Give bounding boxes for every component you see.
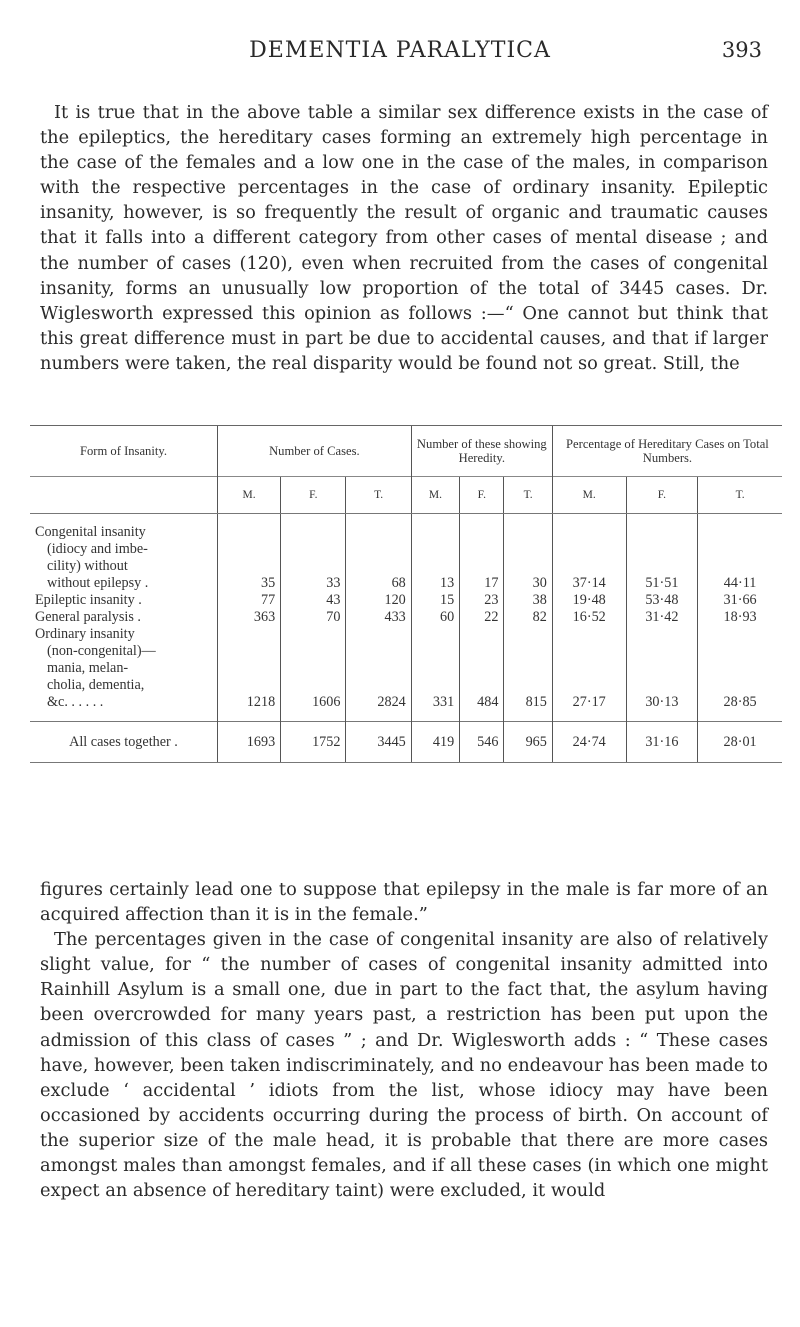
row-label — [30, 626, 217, 711]
table-row — [30, 626, 782, 711]
table-row — [30, 592, 782, 609]
table-cell: 27·17 — [552, 626, 626, 711]
page-number: 393 — [721, 38, 762, 62]
table-cell: 1218 — [217, 626, 280, 711]
table-cell: 24·74 — [552, 722, 626, 763]
table-cell — [411, 514, 459, 525]
row-label-line: mania, melan- — [47, 660, 129, 676]
table-cell — [626, 514, 698, 525]
subheader-t: T. — [346, 477, 411, 514]
table-cell: 35 — [217, 524, 280, 592]
table-cell — [411, 711, 459, 722]
table-cell: 68 — [346, 524, 411, 592]
total-label: All cases together . — [30, 722, 217, 763]
paragraph-1: It is true that in the above table a similar sex difference exists in the case of the epileptics, the hereditary cases forming an extremely high percentage in the case of the females and a low one in the case of the males, in comparison with the respective percentages in the case of ordinary insanity. Epileptic insanity, however, is so frequently the result of organic and traumatic causes that it falls into a different category from other cases of mental disease ; and the number of cases (120), even when recruited from the cases of congenital insanity, forms an unusually low proportion of the total of 3445 cases. Dr. Wiglesworth expressed this opinion as follows :—“ One cannot but think that this great difference must in part be due to accidental causes, and that if larger numbers were taken, the real disparity would be found not so great. Still, the — [40, 102, 768, 374]
table-cell — [281, 711, 346, 722]
table-cell: 37·14 — [552, 524, 626, 592]
table-cell: 70 — [281, 609, 346, 626]
table-cell — [460, 711, 504, 722]
table-cell: 17 — [460, 524, 504, 592]
table-cell: 433 — [346, 609, 411, 626]
table-cell — [698, 711, 782, 722]
heredity-table — [30, 425, 782, 763]
row-label-line: Ordinary insanity — [35, 626, 135, 642]
table-cell: 53·48 — [626, 592, 698, 609]
subheader-m: M. — [411, 477, 459, 514]
header-number-of-cases: Number of Cases. — [217, 426, 411, 477]
row-label: Epileptic insanity . — [35, 592, 142, 608]
page-header — [0, 38, 800, 78]
table-cell: 31·16 — [626, 722, 698, 763]
running-title: DEMENTIA PARALYTICA — [249, 38, 551, 63]
table-cell: 965 — [504, 722, 552, 763]
row-label-line: (non-congenital)— — [47, 643, 156, 659]
subheader-f: F. — [460, 477, 504, 514]
table-cell: 30 — [504, 524, 552, 592]
paragraph-2-block — [40, 877, 768, 1203]
subheader-t: T. — [698, 477, 782, 514]
table-cell: 1606 — [281, 626, 346, 711]
subheader-f: F. — [281, 477, 346, 514]
row-label-line: cholia, dementia, — [47, 677, 145, 693]
table-row — [30, 609, 782, 626]
table-cell — [346, 514, 411, 525]
table-cell: 13 — [411, 524, 459, 592]
table-cell — [698, 514, 782, 525]
table-cell — [217, 711, 280, 722]
total-row — [30, 722, 782, 763]
table-cell: 2824 — [346, 626, 411, 711]
table-cell: 60 — [411, 609, 459, 626]
subheader-m: M. — [552, 477, 626, 514]
row-label-line: cility) without — [47, 558, 128, 574]
row-label-line: without epilepsy . — [47, 575, 149, 591]
row-label-line: Congenital insanity — [35, 524, 146, 540]
table-cell: 15 — [411, 592, 459, 609]
row-label — [30, 524, 217, 592]
table-cell: 31·66 — [698, 592, 782, 609]
table-cell: 28·01 — [698, 722, 782, 763]
table-cell — [504, 514, 552, 525]
table-cell: 43 — [281, 592, 346, 609]
table-cell: 419 — [411, 722, 459, 763]
table-cell — [217, 514, 280, 525]
table-cell: 3445 — [346, 722, 411, 763]
table-cell: 44·11 — [698, 524, 782, 592]
subheader-t: T. — [504, 477, 552, 514]
subheader-m: M. — [217, 477, 280, 514]
table-cell — [30, 711, 217, 722]
table-cell: 484 — [460, 626, 504, 711]
table-cell — [504, 711, 552, 722]
paragraph-2b: The percentages given in the case of congenital insanity are also of relatively slight value, for “ the number of cases of congenital insanity admitted into Rainhill Asylum is a small one, due in part to the fact that, the asylum having been overcrowded for many years past, a restriction has been put upon the admission of this class of cases ” ; and Dr. Wiglesworth adds : “ These cases have, however, been taken indiscriminately, and no endeavour has been made to exclude ‘ accidental ’ idiots from the list, whose idiocy may have been occasioned by accidents occurring during the process of birth. On account of the superior size of the male head, it is probable that there are more cases amongst males than amongst females, and if all these cases (in which one might expect an absence of hereditary taint) were excluded, it would — [40, 929, 768, 1202]
table-cell: 546 — [460, 722, 504, 763]
row-label-line: (idiocy and imbe- — [47, 541, 148, 557]
header-showing-heredity: Number of these showing Heredity. — [411, 426, 552, 477]
table-cell: 19·48 — [552, 592, 626, 609]
table-cell: 33 — [281, 524, 346, 592]
table-cell: 120 — [346, 592, 411, 609]
table-cell — [552, 711, 626, 722]
table-cell: 23 — [460, 592, 504, 609]
table-row — [30, 524, 782, 592]
row-label: General paralysis . — [35, 609, 141, 625]
table-cell: 30·13 — [626, 626, 698, 711]
table-cell: 1693 — [217, 722, 280, 763]
row-label-line: &c. . . . . . — [47, 694, 104, 710]
table-cell: 331 — [411, 626, 459, 711]
header-percentage: Percentage of Hereditary Cases on Total Numbers. — [552, 426, 782, 477]
subheader-blank — [30, 477, 217, 514]
table-cell — [281, 514, 346, 525]
table-cell: 77 — [217, 592, 280, 609]
table-cell — [346, 711, 411, 722]
table-cell — [626, 711, 698, 722]
table-cell — [30, 514, 217, 525]
table-cell: 363 — [217, 609, 280, 626]
table-cell: 18·93 — [698, 609, 782, 626]
table-cell: 815 — [504, 626, 552, 711]
subheader-f: F. — [626, 477, 698, 514]
table-cell: 22 — [460, 609, 504, 626]
table-cell: 1752 — [281, 722, 346, 763]
paragraph-2a: figures certainly lead one to suppose that epilepsy in the male is far more of an acquired affection than it is in the female.” — [40, 879, 768, 926]
table-cell: 16·52 — [552, 609, 626, 626]
table-cell — [460, 514, 504, 525]
table-cell: 82 — [504, 609, 552, 626]
table-cell: 38 — [504, 592, 552, 609]
table-cell — [552, 514, 626, 525]
table-cell: 28·85 — [698, 626, 782, 711]
header-form: Form of Insanity. — [30, 426, 217, 477]
table-cell: 31·42 — [626, 609, 698, 626]
table-cell: 51·51 — [626, 524, 698, 592]
